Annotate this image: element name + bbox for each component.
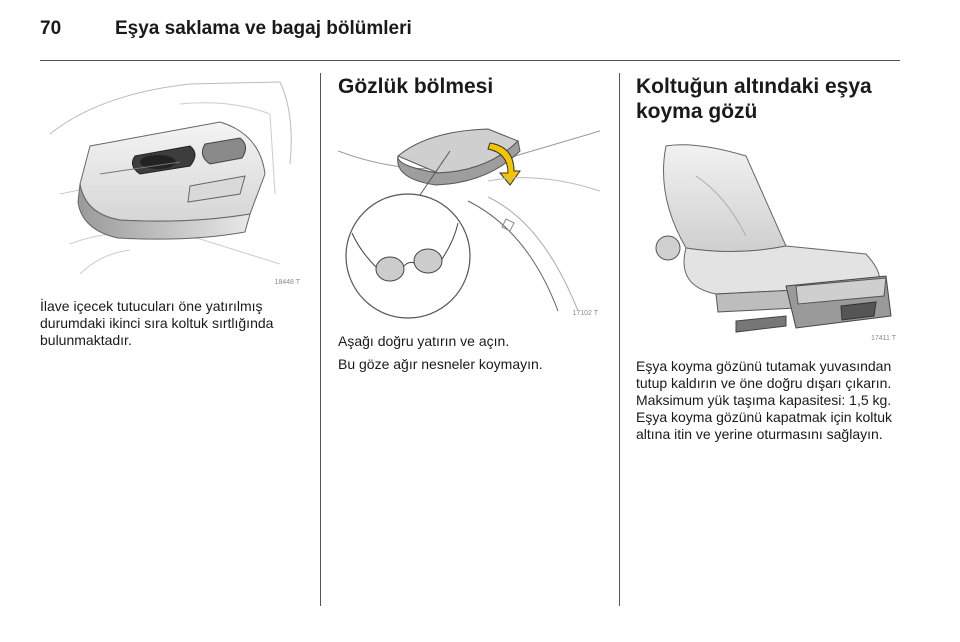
- header-rule: [40, 60, 900, 61]
- column-seat-drawer: [636, 74, 898, 443]
- seat-drawer-text: Eşya koyma gözünü tutamak yuvasından tutup kaldırın ve öne doğru dışarı çıkarın. Maksimum yük taşıma kapasitesi: 1,5 kg. Eşya koyma gözünü kapatmak için koltuk altına itin ve yerine oturmasını sağlayın.: [636, 358, 893, 442]
- cup-holder-illustration: [40, 74, 302, 288]
- sunglasses-holder-illustration: [338, 111, 600, 319]
- chapter-title: Eşya saklama ve bagaj bölümleri: [115, 18, 412, 39]
- seat-drawer-illustration: [636, 136, 898, 344]
- figure-code: 17102 T: [572, 310, 598, 317]
- sunglasses-holder-drawing: [338, 111, 600, 319]
- column-cup-holders: [40, 74, 302, 349]
- page-header: [40, 18, 412, 48]
- section-heading-seat-drawer: Koltuğun altındaki eşya koyma gözü: [636, 75, 872, 123]
- column-divider-2: [619, 73, 620, 606]
- section-heading-sunglasses: Gözlük bölmesi: [338, 75, 494, 98]
- sunglasses-warning: Bu göze ağır nesneler koymayın.: [338, 356, 543, 372]
- cup-holder-drawing: [40, 74, 302, 288]
- figure-code: 18448 T: [274, 279, 300, 286]
- figure-code: 17411 T: [870, 335, 896, 342]
- page-number: 70: [40, 18, 62, 39]
- seat-drawer-drawing: [636, 136, 898, 344]
- sunglasses-instruction: Aşağı doğru yatırın ve açın.: [338, 333, 510, 349]
- column-sunglasses: [338, 74, 600, 373]
- cup-holder-text: İlave içecek tutucuları öne yatırılmış durumdaki ikinci sıra koltuk sırtlığında bulunmaktadır.: [40, 298, 274, 348]
- column-divider-1: [320, 73, 321, 606]
